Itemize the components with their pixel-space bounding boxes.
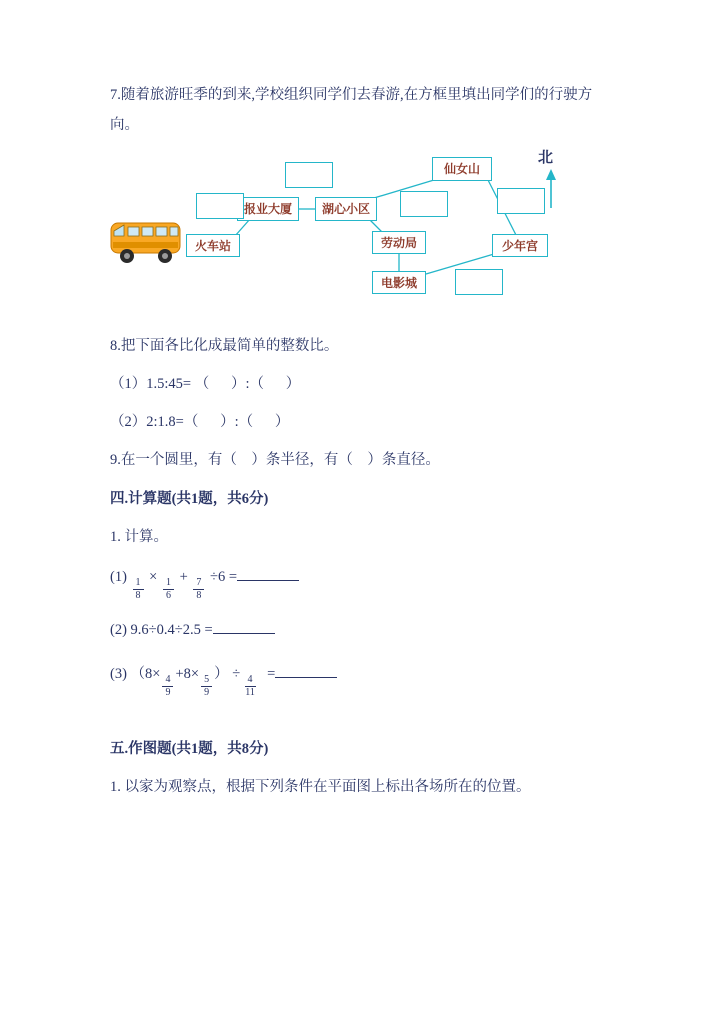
section-5-subtitle: 1. 以家为观察点，根据下列条件在平面图上标出各场所在的位置。: [110, 779, 531, 795]
section-5-title: 五.作图题(共1题，共8分): [110, 741, 269, 757]
calc-operator-text: +: [175, 569, 192, 585]
calc-item-label: (1): [110, 569, 131, 585]
place-box: 劳动局: [372, 231, 426, 254]
place-box: 仙女山: [432, 157, 492, 181]
calc-operator-text: =: [259, 666, 276, 682]
calc-operator-text: ） ÷: [214, 666, 241, 682]
question-8-title: 8.把下面各比化成最简单的整数比。: [110, 338, 339, 354]
north-arrow-icon: [543, 168, 559, 210]
place-box: 少年宫: [492, 234, 548, 257]
question-7-line1: 7.随着旅游旺季的到来,学校组织同学们去春游,在方框里填出同学们的行驶方: [110, 87, 593, 103]
fraction: $\frac{7}{8}$: [193, 577, 204, 601]
fraction: $\frac{1}{6}$: [163, 577, 174, 601]
fraction: $\frac{4}{9}$: [162, 674, 173, 698]
answer-blank[interactable]: [237, 565, 299, 581]
calc-operator-text: +8×: [175, 666, 200, 682]
place-box: 湖心小区: [315, 197, 377, 221]
north-label: 北: [538, 150, 554, 166]
calc-operator-text: ÷6 =: [206, 569, 238, 585]
calc-item: [110, 615, 616, 645]
section-4-title: 四.计算题(共1题，共6分): [110, 491, 269, 507]
question-7-line2: 向。: [110, 117, 139, 133]
direction-fill-box[interactable]: [196, 193, 244, 219]
fraction: $\frac{4}{11}$: [245, 674, 255, 698]
place-box: 电影城: [372, 271, 426, 294]
section-4-subtitle: 1. 计算。: [110, 529, 168, 545]
fraction: $\frac{5}{9}$: [201, 674, 212, 698]
question-8-item-2: （2）2:1.8=（ ）:（ ）: [110, 414, 290, 430]
answer-blank[interactable]: [213, 618, 275, 634]
calc-operator-text: （8×: [130, 666, 161, 682]
calc-operator-text: 9.6÷0.4÷2.5 =: [130, 622, 213, 638]
diagram-connector-lines: [110, 146, 610, 311]
calc-operator-text: ×: [145, 569, 161, 585]
calc-items: [110, 562, 616, 698]
place-box: 火车站: [186, 234, 240, 257]
calc-item: [110, 659, 616, 698]
question-9: 9.在一个圆里，有（ ）条半径，有（ ）条直径。: [110, 452, 440, 468]
direction-fill-box[interactable]: [497, 188, 545, 214]
fraction: $\frac{1}{8}$: [133, 577, 144, 601]
calc-item-label: (2): [110, 622, 131, 638]
direction-fill-box[interactable]: [285, 162, 333, 188]
direction-fill-box[interactable]: [400, 191, 448, 217]
calc-item-label: (3): [110, 666, 131, 682]
question-8-item-1: （1）1.5:45= （ ）:（ ）: [110, 376, 301, 392]
question-7: [110, 80, 616, 140]
answer-blank[interactable]: [275, 662, 337, 678]
place-box: 报业大厦: [237, 197, 299, 221]
direction-map-diagram: [110, 146, 610, 311]
calc-item: [110, 562, 616, 601]
bus-image: [110, 218, 182, 271]
direction-fill-box[interactable]: [455, 269, 503, 295]
